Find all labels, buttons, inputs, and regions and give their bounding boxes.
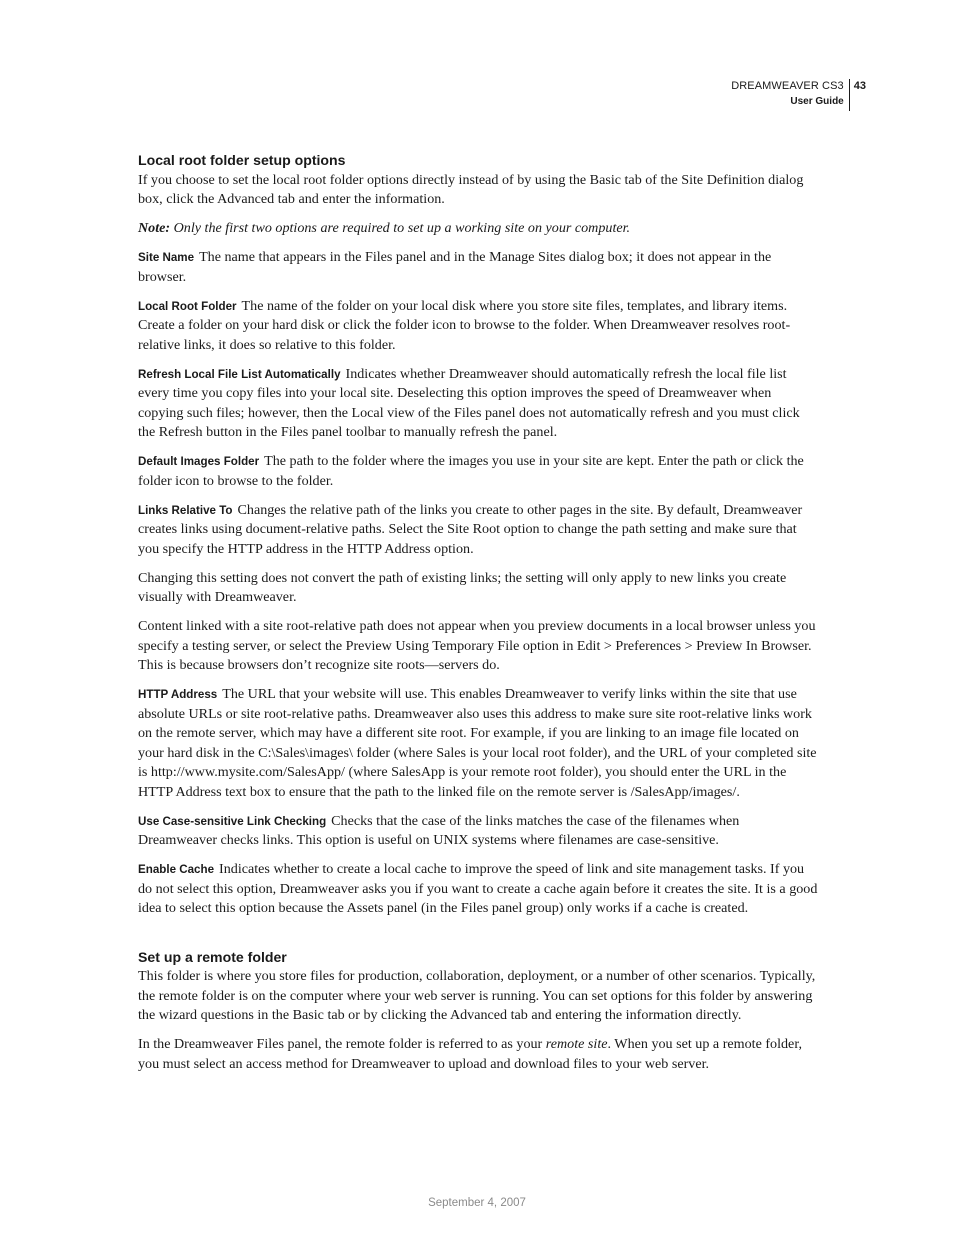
header-product: DREAMWEAVER CS3 — [731, 80, 844, 92]
option-term: Default Images Folder — [138, 455, 260, 468]
option-http-address — [138, 685, 818, 802]
section-title: Local root folder setup options — [138, 152, 346, 168]
option-case-sensitive-link-checking — [138, 812, 818, 851]
option-term: Use Case-sensitive Link Checking — [138, 814, 327, 828]
page-number: 43 — [853, 80, 866, 92]
option-text: Indicates whether to create a local cache to improve the speed of link and site management tasks. If you do not select this option, Dreamweaver asks you if you want to create a cache again before it creates the site. It is a good idea to select this option because the Assets panel (in the Files panel group) only works if a cache is created. — [138, 861, 818, 916]
remote-folder-heading: Set up a remote folder — [138, 948, 287, 965]
option-term: Enable Cache — [138, 863, 215, 876]
footer-date: September 4, 2007 — [428, 1197, 526, 1209]
option-links-relative-to — [138, 501, 818, 560]
page-content — [138, 151, 818, 1084]
links-relative-paragraph: Content linked with a site root-relative path does not appear when you preview documents in a local browser unless you specify a testing server, or select the Preview Using Temporary File option in Edit > Preferences > Preview In Browser. This is because browsers don’t recognize site roots—servers do. — [138, 618, 816, 673]
option-default-images-folder — [138, 452, 818, 491]
header-guide: User Guide — [790, 96, 844, 107]
header-title-block — [731, 79, 850, 111]
remote-site-text-after: . When you set up a remote folder, you must select an access method for Dreamweaver to upload and download files to your web server. — [138, 1036, 802, 1072]
option-term: Refresh Local File List Automatically — [138, 367, 341, 381]
option-text: The name of the folder on your local disk where you store site files, templates, and library items. Create a folder on your hard disk or click the folder icon to browse to the folder. When Dreamweaver resolves root-relative links, it does so relative to this folder. — [138, 297, 791, 353]
option-term: HTTP Address — [138, 688, 218, 701]
intro-paragraph: If you choose to set the local root folder options directly instead of by using the Basic tab of the Site Definition dialog box, click the Advanced tab and enter the information. — [138, 171, 804, 207]
note-label: Note: — [138, 220, 171, 236]
links-relative-paragraph: Changing this setting does not convert the path of existing links; the setting will only apply to new links you create visually with Dreamweaver. — [138, 569, 787, 605]
option-enable-cache — [138, 860, 818, 919]
note-paragraph — [138, 219, 818, 239]
remote-site-paragraph — [138, 1035, 818, 1074]
option-text: The path to the folder where the images you use in your site are kept. Enter the path or click the folder icon to browse to the folder. — [138, 453, 804, 489]
option-local-root-folder — [138, 297, 818, 356]
option-term: Local Root Folder — [138, 299, 237, 313]
remote-site-text-before: In the Dreamweaver Files panel, the remote folder is referred to as your — [138, 1036, 546, 1052]
option-refresh-local-file-list — [138, 365, 818, 443]
note-text: Only the first two options are required to set up a working site on your computer. — [173, 220, 631, 236]
option-text: The name that appears in the Files panel and in the Manage Sites dialog box; it does not appear in the browser. — [138, 249, 772, 285]
option-site-name — [138, 248, 818, 287]
option-term: Links Relative To — [138, 503, 233, 517]
option-text: Changes the relative path of the links you create to other pages in the site. By default, Dreamweaver creates links using document-relative paths. Select the Site Root option to change the path setting and make sure that you specify the HTTP address in the HTTP Address option. — [138, 501, 803, 557]
option-text: Checks that the case of the links matches the case of the filenames when Dreamweaver checks links. This option is useful on UNIX systems where filenames are case-sensitive. — [138, 812, 740, 848]
option-term: Site Name — [138, 251, 195, 264]
remote-folder-paragraph: This folder is where you store files for production, collaboration, deployment, or a number of other scenarios. Typically, the remote folder is on the computer where your web server is running. You can set options for this folder by answering the wizard questions in the Basic tab or by clicking the Advanced tab and entering the information directly. — [138, 968, 816, 1023]
running-header — [731, 79, 866, 111]
option-text: Indicates whether Dreamweaver should automatically refresh the local file list every time you copy files into your local site. Deselecting this option improves the speed of Dreamweaver when copying such files; however, then the Local view of the Files panel does not automatically refresh and you must click the Refresh button in the Files panel toolbar to manually refresh the panel. — [138, 365, 800, 440]
remote-site-term: remote site — [545, 1036, 608, 1052]
option-text: The URL that your website will use. This enables Dreamweaver to verify links within the site that use absolute URLs or site root-relative paths. Dreamweaver also uses this address to make sure site root-relative links work on the remote server, which may have a different site root. For example, if you are linking to an image file located on your hard disk in the C:\Sales\images\ folder (where Sales is your local root folder), and the URL of your completed site is http://www.mysite.com/SalesApp/ (where SalesApp is your remote root folder), you should enter the URL in the HTTP Address text box to ensure that the path to the linked file on the remote server is /SalesApp/images/. — [138, 686, 817, 800]
